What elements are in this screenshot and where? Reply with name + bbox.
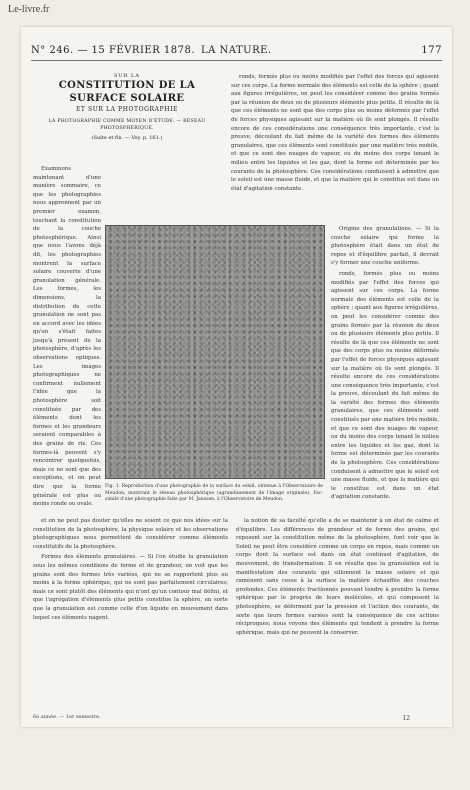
left-column-top (33, 165, 101, 508)
left-column-bottom (33, 517, 228, 707)
article-subtitle: LA PHOTOGRAPHIE COMME MOYEN D'ÉTUDE. — RÉSEAU PHOTOSPHÉRIQUE. (48, 119, 206, 131)
paragraph: ronds, formés plus ou moins modifiés par l'effet des forces qui agissent sur ces corps. La forme normale des éléments est celle de la sphère ; quant aux figures irrégulières, on peut les considérer comme des grains formés par la réunion de deux ou de plusieurs éléments plus petits. Il résulte de là que ces éléments ne sont que des corps plus ou moins déformés par l'effet de forces physiques agissant sur la matière où ils sont plongés. Il résulte encore de ces considérations une conséquence très importante, c'est la preuve, découlant du fait même de la variété des formes des éléments granulaires, que ces éléments sont constitués par une matière très mobile, et que ce sont des nuages de vapeur, ou du moins des corps tenant le milieu entre les liquides et les gaz, dont la forme est déterminée par les courants de la photosphère. Ces considérations conduisent à admettre que le soleil est une masse fluide, et que la matière qui le constitue est dans un état d'agitation constante. (331, 270, 439, 501)
right-column-bottom (236, 517, 439, 707)
page-number: 177 (421, 45, 442, 56)
solar-surface-photograph (105, 225, 325, 479)
paragraph: et on ne peut pas douter qu'elles ne soient ce que nos idées sur la constitution de la photosphère, la physique solaire et les observations photographiques nous permettent de considérer comme éléments constitutifs de la photosphère. (33, 518, 228, 550)
article-title: CONSTITUTION DE LA SURFACE SOLAIRE (58, 80, 196, 104)
article-prefix: SUR LA (114, 73, 140, 79)
footer-note: 6e année. — 1er semestre. (33, 714, 101, 720)
article-title-block (33, 73, 221, 141)
article-title-second-line: ET SUR LA PHOTOGRAPHIE (75, 106, 179, 113)
paragraph: ronds, formés plus ou moins modifiés par l'effet des forces qui agissent sur ces corps. La forme normale des éléments est celle de la sphère ; quant aux figures irrégulières, on peut les considérer comme des grains formés par la réunion de deux ou de plusieurs éléments plus petits. Il résulte de là que ces éléments ne sont que des corps plus ou moins déformés par l'effet de forces physiques agissant sur la matière où ils sont plongés. Il résulte encore de ces considérations une conséquence très importante, c'est la preuve, découlant du fait même de la variété des formes des éléments granulaires, que ces éléments sont constitués par une matière très mobile, et que ce sont des nuages de vapeur, ou du moins des corps tenant le milieu entre les liquides et les gaz, dont la forme est déterminée par les courants de la photosphère. Ces considérations conduisent à admettre que le soleil est une masse fluide, et que la matière qui le constitue est dans un état d'agitation constante. (231, 74, 439, 192)
journal-title: LA NATURE. (201, 45, 272, 56)
issue-number: N° 246. — 15 FÉVRIER 1878. (31, 45, 196, 56)
article-continuation: (Suite et fin. — Voy. p. 161.) (91, 135, 163, 141)
header-rule (31, 60, 442, 61)
journal-page (21, 27, 452, 727)
figure-caption: Fig. 1. Reproduction d'une photographie de la surface du soleil, obtenue à l'Observatoire de Meudon, montrant le réseau photosphérique (agrandissement de l'image originale). Fac-similé d'une photographie faite par M. Janssen, à l'Observatoire de Meudon. (105, 484, 323, 503)
logo: Le-livre.fr (8, 4, 50, 15)
paragraph: Examinons maintenant d'une manière sommaire, ce que les photographies nous apprennent par un premier examen, touchant la constitution de la couche photosphérique. Ainsi que nous l'avons déjà dit, les photographies montrent la surface solaire couverte d'une granulation générale. Les formes, les dimensions, la distribution de cette granulation ne sont pas en accord avec les idées qu'on s'était faites jusqu'à présent de la photosphère, d'après les observations optiques. Les images photographiques ne confirment nullement l'idée que la photosphère soit constituée par des éléments dont les formes et les grandeurs seraient comparables à des grains de riz. Ces formes-là peuvent s'y rencontrer quelquefois, mais ce ne sont que des exceptions, et on peut dire que la forme générale est plus ou moins ronde ou ovale. (33, 166, 101, 508)
paragraph: la notion de sa faculté qu'elle a de se maintenir à un état de calme et d'équilibre. Les différences de grandeur et de forme des grains, qui reposent sur la constitution même de la photosphère, font voir que le Soleil ne peut être considéré comme un corps en repos, mais comme un corps dont la surface est dans un état continuel d'agitation, de mouvement, de transformation. Il en résulte que la granulation est la manifestation des courants qui sillonnent la masse solaire et qui ramènent sans cesse à la surface la matière échauffée des couches profondes. Ces éléments fractionnés pouvant tendre à prendre la forme sphérique par le progrès de leurs molécules, et qui composent la photosphère, se déforment par la pression et l'action des courants, de sorte que leurs formes variées sont la conséquence de ces actions réciproques; nous voyons des éléments qui tendent à prendre la forme sphérique, mais qui ne peuvent la conserver. (236, 518, 439, 636)
signature-mark: 12 (402, 715, 410, 722)
right-column-side (331, 225, 439, 515)
paragraph: Formes des éléments granulaires. — Si l'on étudie la granulation sous les mêmes conditions de forme et de grandeur, on voit que les grains sont des formes très variées, qui ne se rapportent plus ou moins à la forme sphérique, qui ne sont pas parfaitement circulaires; mais ce sont plutôt des éléments qui n'ont qu'un contour mal défini, et que l'agrégation d'éléments plus petits constitue la sphère, en sorte que la granulation est comme celle d'un liquide en mouvement dans lequel ces éléments nagent. (33, 554, 228, 621)
paragraph: Origine des granulations. — Si la couche solaire qui forme la photosphère était dans un état de repos et d'équilibre parfait, il devrait s'y former une couche uniforme. (331, 226, 439, 267)
right-column-top (231, 73, 439, 223)
